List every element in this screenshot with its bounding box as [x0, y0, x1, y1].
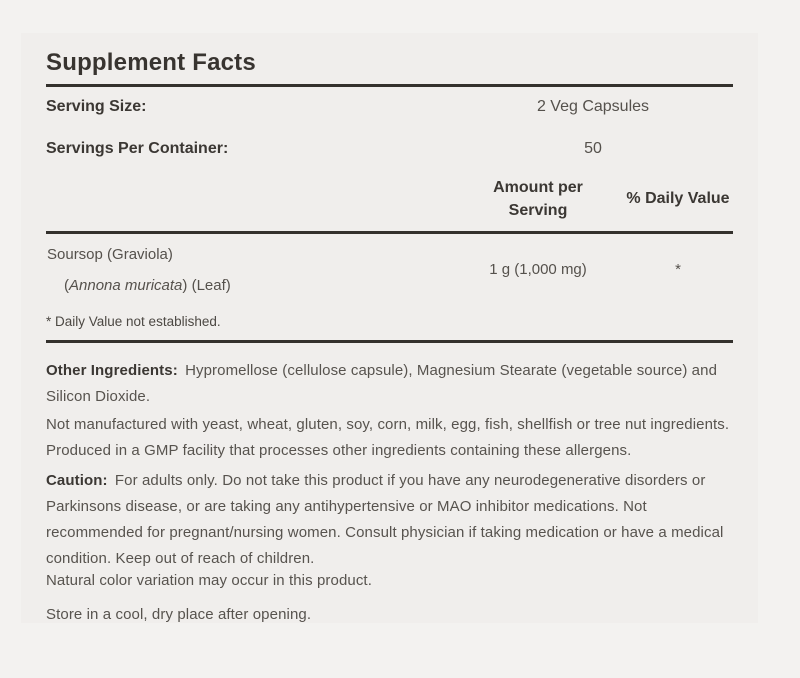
amount-per-serving-header — [453, 176, 623, 222]
servings-per-container-label: Servings Per Container: — [46, 140, 229, 157]
facts-column-headers — [46, 176, 733, 222]
footnote-divider-rule — [46, 340, 733, 343]
serving-size-value: 2 Veg Capsules — [536, 98, 650, 115]
ingredient-row — [46, 234, 733, 305]
daily-value-header: % Daily Value — [626, 190, 730, 207]
serving-size-row — [46, 99, 733, 115]
other-ingredients-label: Other Ingredients: — [46, 362, 178, 379]
serving-size-label: Serving Size: — [46, 98, 147, 115]
caution-paragraph — [46, 468, 733, 572]
ingredient-amount: 1 g (1,000 mg) — [489, 261, 587, 278]
ingredient-name-line1: Soursop (Graviola) — [47, 246, 173, 263]
ingredient-name — [46, 247, 453, 293]
ingredient-name-line2: (Annona muricata) (Leaf) — [64, 277, 231, 294]
servings-per-container-value: 50 — [584, 140, 602, 157]
other-ingredients-paragraph — [46, 358, 733, 410]
servings-per-container-row — [46, 141, 733, 157]
amount-header-line2: Serving — [508, 202, 568, 219]
ingredient-latin-name: Annona muricata — [69, 277, 183, 294]
ingredient-daily-value: * — [675, 261, 681, 278]
storage-note: Store in a cool, dry place after opening. — [46, 606, 312, 623]
supplement-facts-panel — [21, 33, 758, 623]
other-ingredients-text: Hypromellose (cellulose capsule), Magnesium Stearate (vegetable source) and Silicon Dioxide. — [46, 362, 718, 405]
allergen-note-paragraph: Not manufactured with yeast, wheat, gluten, soy, corn, milk, egg, fish, shellfish or tree nut ingredients. Produced in a GMP facility that processes other ingredients containing these allergens. — [46, 416, 730, 459]
supplement-facts-title: Supplement Facts — [46, 49, 256, 76]
amount-header-line1: Amount per — [493, 179, 583, 196]
caution-text: For adults only. Do not take this product if you have any neurodegenerative disorders or Parkinsons disease, or are taking any antihypertensive or MAO inhibitor medications. Not recommended for pregnant/nursing women. Consult physician if taking medication or have a medical condition. Keep out of reach of children. — [46, 472, 724, 567]
color-variation-note: Natural color variation may occur in this product. — [46, 572, 372, 589]
caution-label: Caution: — [46, 472, 108, 489]
title-divider-rule — [46, 84, 733, 87]
daily-value-footnote: * Daily Value not established. — [46, 314, 221, 329]
